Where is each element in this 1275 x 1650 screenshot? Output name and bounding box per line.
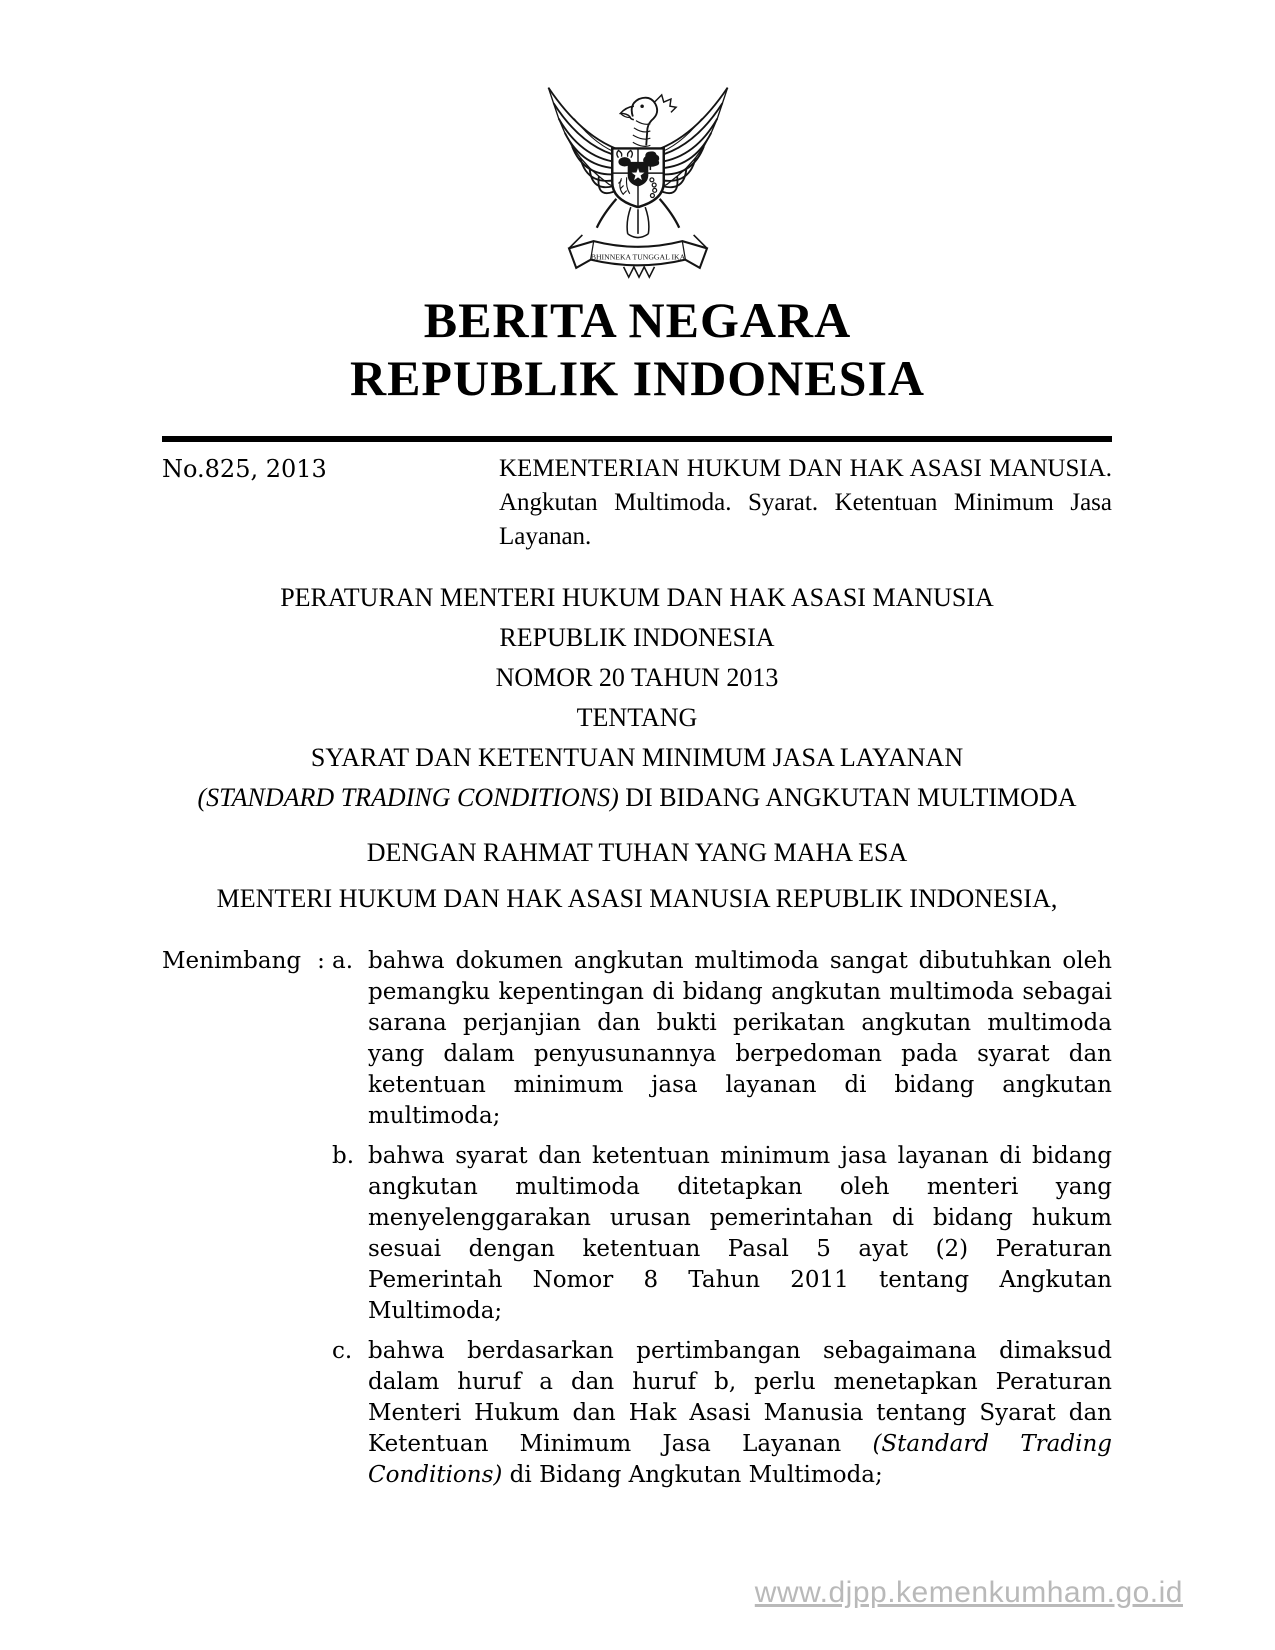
- eagle-tail: [623, 207, 654, 277]
- issue-subject-abstract: KEMENTERIAN HUKUM DAN HAK ASASI MANUSIA. Angkutan Multimoda. Syarat. Ketentuan Minimum Jasa Layanan.: [499, 455, 1112, 550]
- considerations-section: [162, 946, 1112, 1500]
- item-a-marker: a.: [332, 948, 354, 974]
- preamble-invocation: DENGAN RAHMAT TUHAN YANG MAHA ESA: [366, 838, 908, 867]
- issue-number: No.825, 2013: [162, 455, 327, 483]
- considerations-label: Menimbang: [162, 948, 302, 974]
- consideration-item-a: [332, 946, 1112, 1132]
- regulation-title-line1: PERATURAN MENTERI HUKUM DAN HAK ASASI MANUSIA: [280, 583, 994, 612]
- regulation-subject-line: SYARAT DAN KETENTUAN MINIMUM JASA LAYANAN: [310, 743, 964, 772]
- item-a-text: bahwa dokumen angkutan multimoda sangat dibutuhkan oleh pemangku kepentingan di bidang angkutan multimoda sebagai sarana perjanjian dan bukti perikatan angkutan multimoda yang dalam penyusunannya berpedoman pada syarat dan ketentuan minimum jasa layanan di bidang angkutan multimoda;: [368, 948, 1112, 1129]
- item-c-text: [368, 1336, 1112, 1491]
- preamble-official: MENTERI HUKUM DAN HAK ASASI MANUSIA REPUBLIK INDONESIA,: [216, 884, 1058, 913]
- item-c-text-start: bahwa berdasarkan pertimbangan sebagaimana dimaksud dalam huruf a dan huruf b, perlu menetapkan Peraturan Menteri Hukum dan Hak Asasi Manusia tentang Syarat dan Ketentuan Minimum Jasa Layanan: [368, 1338, 1112, 1457]
- gazette-title: [0, 291, 1275, 407]
- emblem-ribbon: [568, 235, 706, 268]
- masthead-rule: [162, 436, 1112, 442]
- consideration-item-b: [332, 1141, 1112, 1327]
- item-b-text: bahwa syarat dan ketentuan minimum jasa layanan di bidang angkutan multimoda ditetapkan oleh menteri yang menyelenggarakan urusan pemerintahan di bidang hukum sesuai dengan ketentuan Pasal 5 ayat (2) Peraturan Pemerintah Nomor 8 Tahun 2011 tentang Angkutan Multimoda;: [368, 1143, 1112, 1324]
- regulation-subtitle-rest: DI BIDANG ANGKUTAN MULTIMODA: [618, 783, 1077, 812]
- eagle-head: [620, 95, 676, 147]
- regulation-title-block: [162, 578, 1112, 818]
- item-c-text-end: di Bidang Angkutan Multimoda;: [502, 1462, 883, 1488]
- consideration-item-c: [332, 1336, 1112, 1491]
- gazette-title-line2: REPUBLIK INDONESIA: [349, 350, 926, 406]
- eagle-eye: [640, 104, 644, 108]
- garuda-emblem-svg: [535, 54, 741, 282]
- item-c-text-italic: (Standard Trading Conditions): [368, 1431, 1113, 1488]
- regulation-subtitle-line: [162, 778, 1112, 818]
- emblem-shield: [612, 148, 664, 207]
- garuda-pancasila-emblem: [535, 54, 741, 282]
- regulation-title-line2: REPUBLIK INDONESIA: [499, 623, 775, 652]
- issue-row: [162, 452, 1112, 554]
- gazette-title-line1: BERITA NEGARA: [423, 292, 852, 348]
- regulation-subtitle-italic: (STANDARD TRADING CONDITIONS): [197, 783, 619, 812]
- preamble-block: [162, 830, 1112, 922]
- considerations-items: [332, 946, 1112, 1500]
- djpp-watermark-link[interactable]: www.djpp.kemenkumham.go.id: [754, 1576, 1183, 1609]
- regulation-number-line: NOMOR 20 TAHUN 2013: [495, 663, 779, 692]
- considerations-colon: :: [317, 948, 325, 974]
- emblem-motto-text: BHINNEKA TUNGGAL IKA: [590, 252, 685, 262]
- item-b-marker: b.: [332, 1143, 355, 1169]
- regulation-tentang-line: TENTANG: [576, 703, 698, 732]
- item-c-marker: c.: [332, 1338, 353, 1364]
